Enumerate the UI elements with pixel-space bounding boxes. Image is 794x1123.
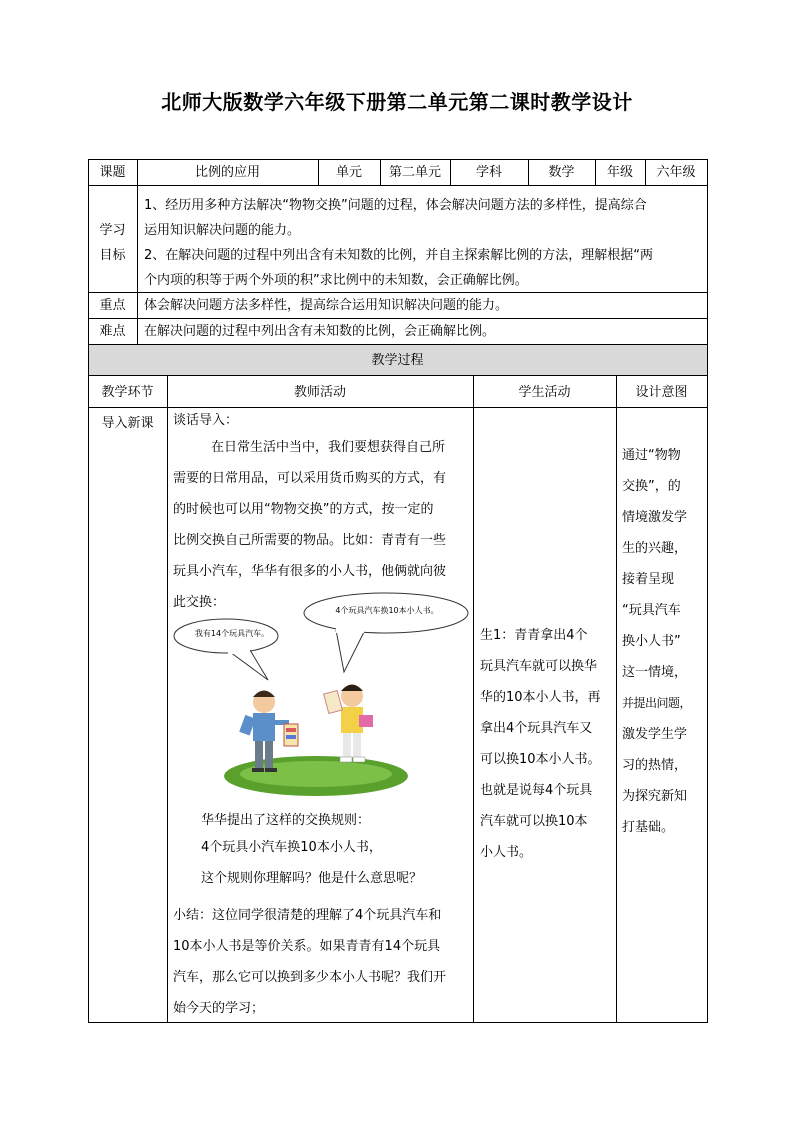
- teacher-line: 谈话导入：: [173, 413, 239, 428]
- intent-line: 换小人书”: [622, 634, 681, 649]
- summary-line: 小结：这位同学很清楚的理解了4个玩具汽车和: [173, 908, 442, 923]
- topic-value: 比例的应用: [194, 165, 260, 180]
- goals-line: 1、经历用多种方法解决“物物交换”问题的过程，体会解决问题方法的多样性，提高综合: [144, 198, 647, 213]
- subject-value: 数学: [548, 165, 575, 180]
- rule-line: 华华提出了这样的交换规则：: [201, 813, 371, 828]
- summary-line: 始今天的学习；: [173, 1001, 265, 1016]
- intent-line: 这一情境，: [622, 665, 688, 680]
- subject-label: 学科: [475, 165, 502, 180]
- design-intent: [622, 440, 706, 843]
- difficulty-label: 难点: [99, 324, 126, 339]
- intent-line: 打基础。: [622, 820, 675, 835]
- key-point-label: 重点: [99, 298, 126, 313]
- student-activity: [480, 620, 614, 868]
- topic-label: 课题: [99, 165, 126, 180]
- intent-line: 交换”，的: [622, 479, 681, 494]
- goals-line: 运用知识解决问题的能力。: [144, 223, 301, 238]
- col-header-intent: 设计意图: [635, 385, 688, 400]
- goals-line: 个内项的积等于两个外项的积”求比例中的未知数，会正确解比例。: [144, 273, 528, 288]
- intent-line: 激发学生学: [622, 727, 688, 742]
- bubble-right-text: 4个玩具汽车换10本小人书。: [335, 606, 439, 615]
- col-header-stage: 教学环节: [101, 385, 154, 400]
- teacher-intro: [173, 410, 469, 618]
- boy-huahua: [324, 685, 373, 763]
- teacher-line: 在日常生活中当中，我们要想获得自己所: [211, 440, 446, 455]
- rule-line: 4个玩具小汽车换10本小人书，: [201, 840, 382, 855]
- grade-value: 六年级: [656, 165, 696, 180]
- goals-label-line-2: 目标: [99, 248, 126, 263]
- process-header: 教学过程: [371, 353, 424, 368]
- intent-line: 情境激发学: [622, 510, 688, 525]
- summary: [173, 900, 469, 1024]
- intent-line: 接着呈现: [622, 572, 675, 587]
- teacher-line: 的时候也可以用“物物交换”的方式，按一定的: [173, 502, 434, 517]
- page-title: 北师大版数学六年级下册第二单元第二课时教学设计: [161, 90, 633, 114]
- goals-label: [88, 218, 137, 268]
- col-header-student: 学生活动: [518, 385, 571, 400]
- exchange-illustration: [168, 592, 472, 804]
- teacher-line: 需要的日常用品，可以采用货币购买的方式，有: [173, 471, 447, 486]
- col-header-teacher: 教师活动: [293, 385, 346, 400]
- goals-text: [144, 193, 706, 293]
- student-line: 汽车就可以换10本: [480, 814, 588, 829]
- teacher-line: 比例交换自己所需要的物品。比如：青青有一些: [173, 533, 447, 548]
- stage-cell: 导入新课: [101, 416, 154, 431]
- intent-line: 通过“物物: [622, 448, 681, 463]
- summary-line: 10本小人书是等价关系。如果青青有14个玩具: [173, 939, 441, 954]
- intent-line: 习的热情，: [622, 758, 688, 773]
- unit-value: 第二单元: [388, 165, 441, 180]
- exchange-rule: [173, 810, 469, 894]
- student-line: 可以换10本小人书。: [480, 752, 601, 767]
- intent-line: 并提出问题，: [622, 696, 692, 710]
- student-line: 玩具汽车就可以换华: [480, 659, 598, 674]
- goals-label-line-1: 学习: [99, 223, 126, 238]
- intent-line: “玩具汽车: [622, 603, 681, 618]
- teacher-line: 玩具小汽车，华华有很多的小人书，他俩就向彼: [173, 564, 447, 579]
- student-line: 华的10本小人书，再: [480, 690, 601, 705]
- grade-label: 年级: [606, 165, 633, 180]
- student-line: 小人书。: [480, 845, 533, 860]
- key-point-text: 体会解决问题方法多样性，提高综合运用知识解决问题的能力。: [144, 298, 509, 313]
- summary-line: 汽车，那么它可以换到多少本小人书呢？我们开: [173, 970, 447, 985]
- unit-label: 单元: [335, 165, 362, 180]
- difficulty-text: 在解决问题的过程中列出含有未知数的比例，会正确解比例。: [144, 324, 496, 339]
- student-line: 生1：青青拿出4个: [480, 628, 588, 643]
- teacher-line: 此交换：: [173, 595, 226, 610]
- bubble-left-text: 我有14个玩具汽车。: [194, 629, 270, 638]
- intent-line: 生的兴趣，: [622, 541, 688, 556]
- intent-line: 为探究新知: [622, 789, 688, 804]
- speech-bubble-right: [304, 593, 468, 672]
- student-line: 拿出4个玩具汽车又: [480, 721, 593, 736]
- rule-line: 这个规则你理解吗？他是什么意思呢？: [201, 871, 423, 886]
- student-line: 也就是说每4个玩具: [480, 783, 593, 798]
- goals-line: 2、在解决问题的过程中列出含有未知数的比例，并自主探索解比例的方法，理解根据“两: [144, 248, 654, 263]
